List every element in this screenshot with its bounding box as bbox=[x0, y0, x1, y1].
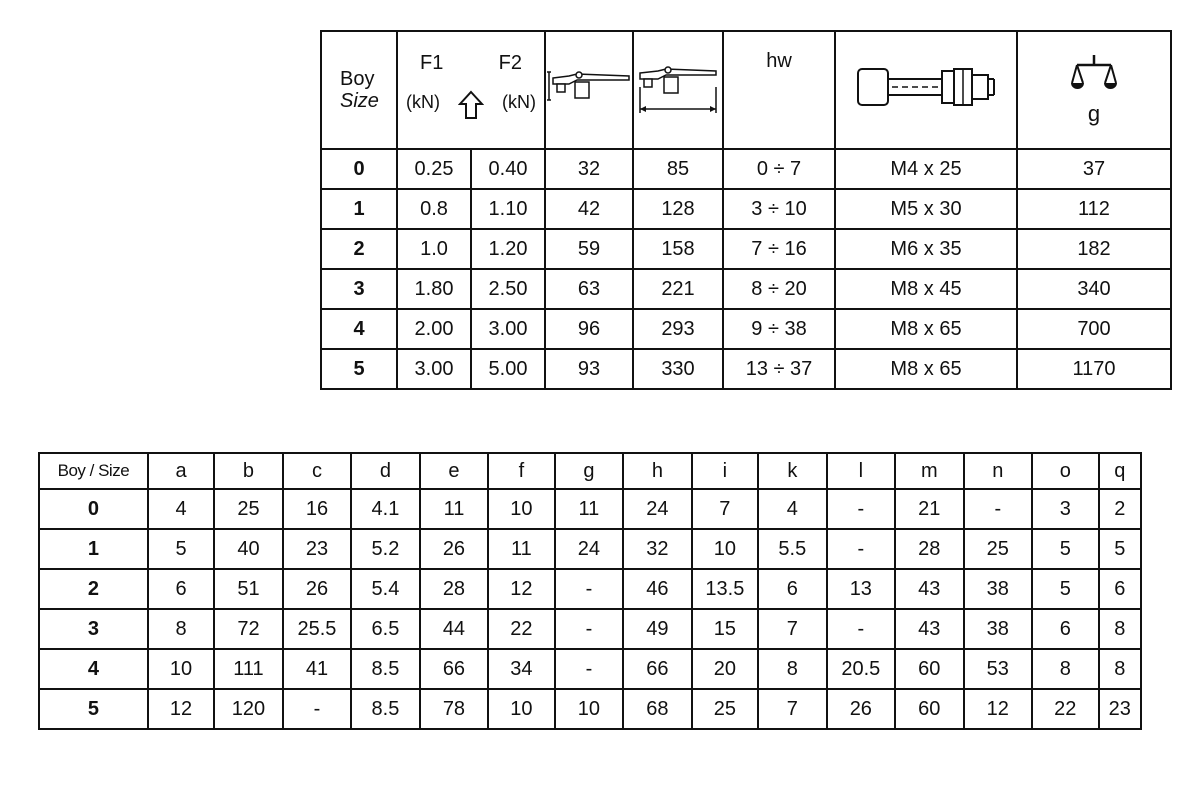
specs-cell-bolt: M8 x 45 bbox=[835, 269, 1017, 309]
specs-cell-hw: 8 ÷ 20 bbox=[723, 269, 835, 309]
dimension-cell: 7 bbox=[758, 609, 826, 649]
dimension-cell: 53 bbox=[964, 649, 1032, 689]
dimension-column-header: q bbox=[1099, 453, 1142, 489]
dimensions-row bbox=[39, 529, 1141, 569]
dimension-cell: 28 bbox=[895, 529, 963, 569]
dimension-cell: 2 bbox=[1099, 489, 1142, 529]
dimension-cell: - bbox=[964, 489, 1032, 529]
dimension-cell: 111 bbox=[214, 649, 282, 689]
specs-cell-h: 59 bbox=[545, 229, 633, 269]
dimension-cell: 26 bbox=[827, 689, 895, 729]
specs-cell-size: 0 bbox=[321, 149, 397, 189]
specs-row bbox=[321, 269, 1171, 309]
dimension-cell: 24 bbox=[623, 489, 691, 529]
dimension-cell: - bbox=[555, 569, 623, 609]
dimensions-row bbox=[39, 689, 1141, 729]
dimension-cell: 5.5 bbox=[758, 529, 826, 569]
dimension-cell: 7 bbox=[692, 489, 758, 529]
specs-cell-l: 293 bbox=[633, 309, 723, 349]
dimension-column-header: h bbox=[623, 453, 691, 489]
specs-body bbox=[321, 149, 1171, 389]
size-header bbox=[321, 31, 397, 149]
specs-cell-l: 158 bbox=[633, 229, 723, 269]
specs-cell-f1: 3.00 bbox=[397, 349, 471, 389]
dimension-cell: 20 bbox=[692, 649, 758, 689]
clamp-length-header bbox=[633, 31, 723, 149]
specs-cell-l: 85 bbox=[633, 149, 723, 189]
dimension-cell: 5.2 bbox=[351, 529, 419, 569]
dimension-cell: 60 bbox=[895, 689, 963, 729]
specs-cell-bolt: M4 x 25 bbox=[835, 149, 1017, 189]
specs-cell-f1: 1.0 bbox=[397, 229, 471, 269]
dimension-cell: 5 bbox=[1099, 529, 1142, 569]
dimension-cell: 44 bbox=[420, 609, 488, 649]
dimensions-row bbox=[39, 609, 1141, 649]
dimension-cell: 43 bbox=[895, 569, 963, 609]
dimension-column-header: l bbox=[827, 453, 895, 489]
dimension-cell: - bbox=[555, 609, 623, 649]
dimension-cell: 4.1 bbox=[351, 489, 419, 529]
clamp-height-header bbox=[545, 31, 633, 149]
specs-cell-h: 32 bbox=[545, 149, 633, 189]
specs-cell-g: 1170 bbox=[1017, 349, 1171, 389]
dimension-cell: 25 bbox=[214, 489, 282, 529]
specs-cell-h: 93 bbox=[545, 349, 633, 389]
dimension-cell: 12 bbox=[964, 689, 1032, 729]
dimension-column-header: d bbox=[351, 453, 419, 489]
specs-cell-size: 5 bbox=[321, 349, 397, 389]
clamp-length-icon bbox=[636, 57, 720, 117]
specs-cell-bolt: M5 x 30 bbox=[835, 189, 1017, 229]
dimension-cell: 49 bbox=[623, 609, 691, 649]
dimension-cell: - bbox=[827, 489, 895, 529]
specs-cell-g: 340 bbox=[1017, 269, 1171, 309]
specs-cell-f2: 1.20 bbox=[471, 229, 545, 269]
specs-cell-f2: 3.00 bbox=[471, 309, 545, 349]
specs-cell-f2: 0.40 bbox=[471, 149, 545, 189]
f1-label: F1 bbox=[420, 52, 444, 74]
clamp-height-icon bbox=[547, 62, 631, 112]
size-cell: 3 bbox=[39, 609, 148, 649]
dimensions-table bbox=[38, 452, 1142, 730]
dimension-column-header: m bbox=[895, 453, 963, 489]
dimensions-row bbox=[39, 569, 1141, 609]
dimension-cell: 11 bbox=[420, 489, 488, 529]
dimension-cell: 120 bbox=[214, 689, 282, 729]
dimension-cell: 8 bbox=[1032, 649, 1098, 689]
specs-cell-hw: 7 ÷ 16 bbox=[723, 229, 835, 269]
dimension-cell: 25 bbox=[692, 689, 758, 729]
dimension-cell: 6 bbox=[1099, 569, 1142, 609]
dimension-cell: 23 bbox=[1099, 689, 1142, 729]
dimension-column-header: b bbox=[214, 453, 282, 489]
force-header bbox=[397, 31, 545, 149]
dimension-cell: 7 bbox=[758, 689, 826, 729]
weight-unit: g bbox=[1087, 101, 1101, 126]
dimension-cell: 13 bbox=[827, 569, 895, 609]
specs-row bbox=[321, 149, 1171, 189]
dimensions-row bbox=[39, 649, 1141, 689]
size-cell: 0 bbox=[39, 489, 148, 529]
f1-unit: (kN) bbox=[406, 92, 440, 112]
specs-cell-bolt: M8 x 65 bbox=[835, 309, 1017, 349]
dimension-cell: 78 bbox=[420, 689, 488, 729]
dimension-cell: 12 bbox=[488, 569, 554, 609]
size-label: Size bbox=[340, 90, 379, 112]
dimension-cell: 8 bbox=[1099, 609, 1142, 649]
dimension-column-header: n bbox=[964, 453, 1032, 489]
dimension-cell: - bbox=[283, 689, 351, 729]
dimension-cell: 6 bbox=[148, 569, 214, 609]
scale-weight-icon bbox=[1071, 53, 1117, 97]
dimension-cell: 46 bbox=[623, 569, 691, 609]
dimension-cell: - bbox=[555, 649, 623, 689]
specs-table bbox=[320, 30, 1172, 390]
dimension-cell: 26 bbox=[420, 529, 488, 569]
force-arrow-up-icon bbox=[458, 90, 484, 120]
specs-cell-f1: 0.25 bbox=[397, 149, 471, 189]
dimension-cell: 8 bbox=[1099, 649, 1142, 689]
specs-cell-h: 63 bbox=[545, 269, 633, 309]
dimension-cell: 4 bbox=[758, 489, 826, 529]
specs-row bbox=[321, 309, 1171, 349]
dimension-cell: 11 bbox=[488, 529, 554, 569]
dimension-cell: 22 bbox=[1032, 689, 1098, 729]
specs-cell-f1: 1.80 bbox=[397, 269, 471, 309]
dimension-cell: 8 bbox=[758, 649, 826, 689]
dimension-cell: 12 bbox=[148, 689, 214, 729]
dimension-cell: 16 bbox=[283, 489, 351, 529]
f2-label: F2 bbox=[498, 52, 522, 74]
specs-cell-f2: 2.50 bbox=[471, 269, 545, 309]
specs-cell-size: 2 bbox=[321, 229, 397, 269]
dimension-cell: 6.5 bbox=[351, 609, 419, 649]
specs-row bbox=[321, 229, 1171, 269]
dimension-cell: 25 bbox=[964, 529, 1032, 569]
dimension-cell: - bbox=[827, 529, 895, 569]
hw-header: hw bbox=[723, 31, 835, 149]
dimension-column-header: g bbox=[555, 453, 623, 489]
dimension-column-header: k bbox=[758, 453, 826, 489]
specs-cell-size: 3 bbox=[321, 269, 397, 309]
dimension-cell: 5.4 bbox=[351, 569, 419, 609]
specs-row bbox=[321, 349, 1171, 389]
specs-cell-size: 1 bbox=[321, 189, 397, 229]
specs-cell-h: 42 bbox=[545, 189, 633, 229]
dimension-cell: 22 bbox=[488, 609, 554, 649]
size-cell: 5 bbox=[39, 689, 148, 729]
dimension-cell: 24 bbox=[555, 529, 623, 569]
dimension-cell: 72 bbox=[214, 609, 282, 649]
dimension-cell: 25.5 bbox=[283, 609, 351, 649]
specs-cell-bolt: M6 x 35 bbox=[835, 229, 1017, 269]
specs-cell-f2: 1.10 bbox=[471, 189, 545, 229]
size-cell: 4 bbox=[39, 649, 148, 689]
size-column-header: Boy / Size bbox=[39, 453, 148, 489]
dimension-column-header: o bbox=[1032, 453, 1098, 489]
dimension-cell: 43 bbox=[895, 609, 963, 649]
dimension-cell: 6 bbox=[758, 569, 826, 609]
bolt-icon bbox=[852, 65, 1000, 109]
dimension-cell: 8.5 bbox=[351, 689, 419, 729]
dimension-column-header: a bbox=[148, 453, 214, 489]
dimension-cell: 66 bbox=[420, 649, 488, 689]
specs-cell-l: 330 bbox=[633, 349, 723, 389]
dimension-cell: 38 bbox=[964, 569, 1032, 609]
bolt-header bbox=[835, 31, 1017, 149]
specs-cell-bolt: M8 x 65 bbox=[835, 349, 1017, 389]
f2-unit: (kN) bbox=[502, 92, 536, 112]
dimension-cell: 10 bbox=[555, 689, 623, 729]
dimension-cell: 38 bbox=[964, 609, 1032, 649]
dimension-cell: 5 bbox=[1032, 569, 1098, 609]
dimension-column-header: e bbox=[420, 453, 488, 489]
dimension-cell: 5 bbox=[148, 529, 214, 569]
dimension-cell: 21 bbox=[895, 489, 963, 529]
specs-cell-hw: 3 ÷ 10 bbox=[723, 189, 835, 229]
dimension-cell: 11 bbox=[555, 489, 623, 529]
specs-cell-f1: 0.8 bbox=[397, 189, 471, 229]
dimension-column-header: i bbox=[692, 453, 758, 489]
specs-cell-f1: 2.00 bbox=[397, 309, 471, 349]
dimension-cell: 5 bbox=[1032, 529, 1098, 569]
specs-cell-l: 221 bbox=[633, 269, 723, 309]
dimension-cell: 68 bbox=[623, 689, 691, 729]
dimension-cell: 10 bbox=[488, 489, 554, 529]
dimension-cell: 28 bbox=[420, 569, 488, 609]
specs-cell-hw: 9 ÷ 38 bbox=[723, 309, 835, 349]
dimension-cell: 34 bbox=[488, 649, 554, 689]
specs-cell-g: 700 bbox=[1017, 309, 1171, 349]
dimension-cell: 26 bbox=[283, 569, 351, 609]
dimension-cell: 10 bbox=[692, 529, 758, 569]
dimension-column-header: f bbox=[488, 453, 554, 489]
dimensions-header-row bbox=[39, 453, 1141, 489]
dimension-cell: 4 bbox=[148, 489, 214, 529]
specs-cell-g: 37 bbox=[1017, 149, 1171, 189]
dimension-cell: 23 bbox=[283, 529, 351, 569]
specs-cell-h: 96 bbox=[545, 309, 633, 349]
dimension-cell: 60 bbox=[895, 649, 963, 689]
specs-row bbox=[321, 189, 1171, 229]
dimension-cell: 3 bbox=[1032, 489, 1098, 529]
dimension-cell: 20.5 bbox=[827, 649, 895, 689]
size-cell: 2 bbox=[39, 569, 148, 609]
dimension-cell: 32 bbox=[623, 529, 691, 569]
size-cell: 1 bbox=[39, 529, 148, 569]
specs-cell-hw: 0 ÷ 7 bbox=[723, 149, 835, 189]
specs-cell-l: 128 bbox=[633, 189, 723, 229]
specs-cell-g: 182 bbox=[1017, 229, 1171, 269]
dimension-cell: 51 bbox=[214, 569, 282, 609]
dimension-cell: 8 bbox=[148, 609, 214, 649]
specs-cell-g: 112 bbox=[1017, 189, 1171, 229]
dimension-cell: 10 bbox=[148, 649, 214, 689]
dimension-cell: - bbox=[827, 609, 895, 649]
boy-label: Boy bbox=[340, 68, 375, 90]
specs-cell-size: 4 bbox=[321, 309, 397, 349]
dimension-column-header: c bbox=[283, 453, 351, 489]
dimensions-body bbox=[39, 453, 1141, 729]
dimension-cell: 13.5 bbox=[692, 569, 758, 609]
specs-cell-f2: 5.00 bbox=[471, 349, 545, 389]
dimensions-row bbox=[39, 489, 1141, 529]
dimension-cell: 15 bbox=[692, 609, 758, 649]
weight-header bbox=[1017, 31, 1171, 149]
dimension-cell: 41 bbox=[283, 649, 351, 689]
dimension-cell: 10 bbox=[488, 689, 554, 729]
specs-header-row bbox=[321, 31, 1171, 149]
dimension-cell: 40 bbox=[214, 529, 282, 569]
specs-cell-hw: 13 ÷ 37 bbox=[723, 349, 835, 389]
dimension-cell: 66 bbox=[623, 649, 691, 689]
dimension-cell: 6 bbox=[1032, 609, 1098, 649]
dimension-cell: 8.5 bbox=[351, 649, 419, 689]
